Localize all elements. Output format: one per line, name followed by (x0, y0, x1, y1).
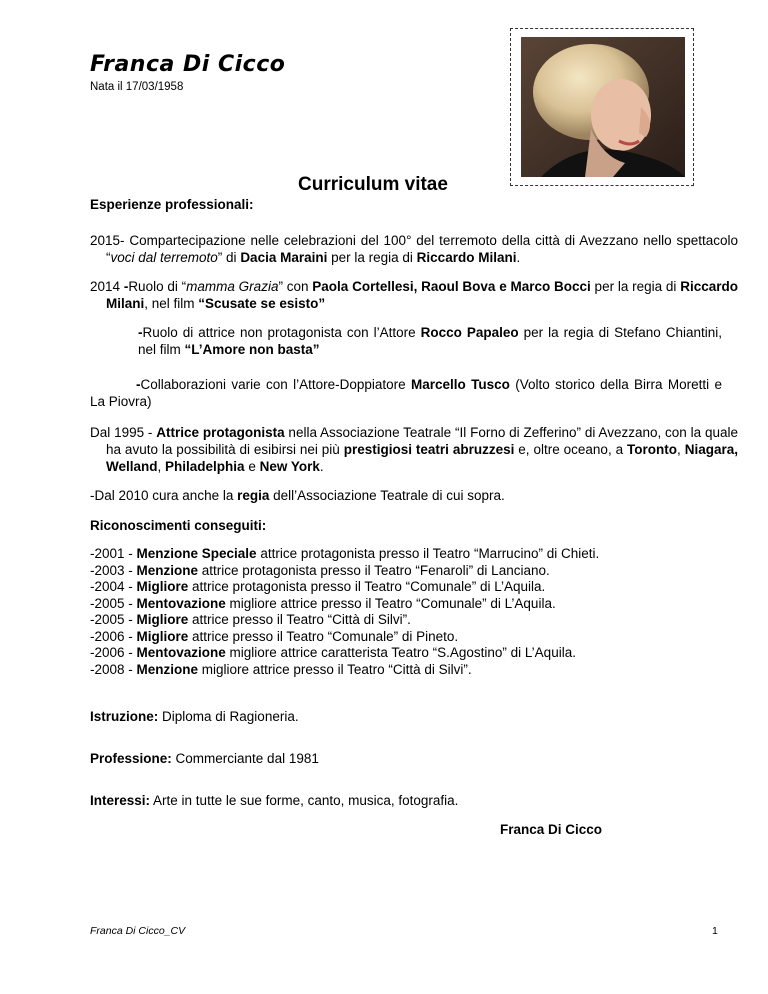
city-philadelphia: Philadelphia (165, 459, 245, 474)
award-year: -2006 - (90, 628, 137, 644)
award-detail: attrice protagonista presso il Teatro “Marrucino” di Chieti. (256, 546, 600, 561)
award-item (90, 563, 722, 580)
experience-2010 (90, 487, 722, 504)
award-title: Menzione Speciale (136, 546, 257, 561)
experience-2014-text: Ruolo di “ (128, 279, 187, 294)
birth-date: Nata il 17/03/1958 (90, 81, 184, 93)
award-item (90, 596, 722, 613)
portrait-image (521, 37, 685, 177)
award-year: -2005 - (90, 595, 137, 611)
city-niagara-welland: Niagara, Welland (106, 442, 738, 474)
experience-2015-text: 2015- Compartecipazione nelle celebrazioni del 100° del terremoto della città di Avezzano nello spettacolo “ (90, 233, 738, 265)
awards-heading: Riconoscimenti conseguiti: (90, 518, 267, 533)
experience-tusco (90, 376, 722, 410)
experience-1995 (90, 424, 738, 475)
profession-value: Commerciante dal 1981 (171, 751, 319, 766)
experience-2015 (90, 232, 738, 266)
actor-name-2: Marcello Tusco (411, 377, 510, 392)
prestigious-theatres: prestigiosi teatri abruzzesi (343, 442, 515, 457)
award-item (90, 546, 722, 563)
document-title: Curriculum vitae (298, 174, 448, 195)
education-value: Diploma di Ragioneria. (158, 709, 299, 724)
author-name: Dacia Maraini (240, 250, 328, 265)
award-item (90, 629, 722, 646)
award-detail: attrice presso il Teatro “Comunale” di Pineto. (188, 628, 459, 644)
director-name: Riccardo Milani (416, 250, 517, 265)
award-year: -2001 - (90, 546, 137, 561)
award-detail: attrice presso il Teatro “Città di Silvi”. (188, 612, 411, 627)
e1995-text-2: nella Associazione Teatrale “Il Forno di Zefferino” di Avezzano, con la quale ha avuto la possibilità di esibirsi nei più (106, 425, 738, 457)
photo-frame (510, 28, 694, 186)
award-detail: migliore attrice presso il Teatro “Città di Silvi”. (198, 661, 472, 677)
direction: regia (237, 488, 270, 503)
award-detail: migliore attrice caratterista Teatro “S.Agostino” di L’Aquila. (225, 645, 576, 660)
lead-role: Attrice protagonista (156, 425, 285, 440)
award-year: -2008 - (90, 661, 137, 677)
experience-2014-dash: - (123, 279, 129, 294)
city-toronto: Toronto (627, 442, 678, 457)
papaleo-dash: - (138, 325, 143, 340)
director-name: Riccardo Milani (106, 279, 738, 311)
e2010-text-2: dell’Associazione Teatrale di cui sopra. (269, 488, 505, 503)
experience-2014-text-3: per la regia di (590, 279, 681, 294)
interests-value: Arte in tutte le sue forme, canto, musica, fotografia. (150, 793, 459, 808)
e1995-sep-2: , (157, 459, 166, 474)
award-item (90, 579, 722, 596)
education (90, 708, 722, 725)
film-title: “Scusate se esisto” (198, 296, 326, 311)
interests (90, 792, 722, 809)
award-item (90, 612, 722, 629)
experience-2015-text-4: . (516, 250, 521, 265)
e1995-text-3: e, oltre oceano, a (514, 442, 628, 457)
award-detail: migliore attrice presso il Teatro “Comunale” di L’Aquila. (225, 595, 556, 611)
e1995-end: . (319, 459, 324, 474)
award-title: Migliore (136, 628, 189, 644)
experience-2014 (90, 278, 738, 312)
award-item (90, 662, 722, 679)
co-actors: Paola Cortellesi, Raoul Bova e Marco Bocci (312, 279, 591, 294)
experience-2014-year: 2014 (90, 279, 124, 294)
experience-2014-text-2: ” con (278, 279, 313, 294)
city-new-york: New York (259, 459, 320, 474)
papaleo-text-2: per la regia di Stefano Chiantini, nel film (138, 325, 722, 357)
profession-label: Professione: (90, 751, 172, 766)
interests-label: Interessi: (90, 793, 151, 808)
papaleo-text: Ruolo di attrice non protagonista con l’Attore (142, 325, 421, 340)
e1995-sep: , (677, 442, 685, 457)
profession (90, 750, 722, 767)
footer-filename: Franca Di Cicco_CV (90, 925, 186, 937)
portrait-photo (521, 37, 685, 177)
experience-heading: Esperienze professionali: (90, 197, 254, 212)
award-title: Menzione (136, 661, 199, 677)
award-title: Migliore (136, 612, 189, 627)
candidate-name: Franca Di Cicco (90, 52, 286, 77)
award-detail: attrice protagonista presso il Teatro “Fenaroli” di Lanciano. (198, 562, 550, 578)
award-title: Mentovazione (136, 595, 226, 611)
actor-name: Rocco Papaleo (420, 325, 519, 340)
award-year: -2006 - (90, 645, 137, 660)
tusco-text-2: (Volto storico della Birra Moretti e La Piovra) (90, 377, 722, 409)
award-year: -2004 - (90, 579, 137, 594)
award-title: Migliore (136, 579, 189, 594)
award-detail: attrice protagonista presso il Teatro “Comunale” di L’Aquila. (188, 579, 546, 594)
role-name: mamma Grazia (186, 279, 279, 294)
tusco-dash: - (136, 377, 141, 392)
experience-2015-text-3: per la regia di (327, 250, 417, 265)
award-year: -2003 - (90, 562, 137, 578)
page-number: 1 (712, 925, 718, 937)
awards-list (90, 546, 722, 678)
experience-papaleo (138, 324, 722, 358)
experience-2015-text-2: ” di (217, 250, 241, 265)
film-title-2: “L’Amore non basta” (184, 342, 320, 357)
education-label: Istruzione: (90, 709, 159, 724)
experience-2014-text-4: , nel film (144, 296, 199, 311)
award-title: Mentovazione (136, 645, 226, 660)
award-year: -2005 - (90, 612, 137, 627)
tusco-text: Collaborazioni varie con l’Attore-Doppiatore (140, 377, 411, 392)
signature: Franca Di Cicco (500, 822, 603, 837)
show-title: voci dal terremoto (110, 250, 218, 265)
award-title: Menzione (136, 562, 199, 578)
e1995-sep-3: e (244, 459, 260, 474)
award-item (90, 645, 722, 662)
e2010-text: -Dal 2010 cura anche la (90, 488, 238, 503)
e1995-text: Dal 1995 - (90, 425, 157, 440)
